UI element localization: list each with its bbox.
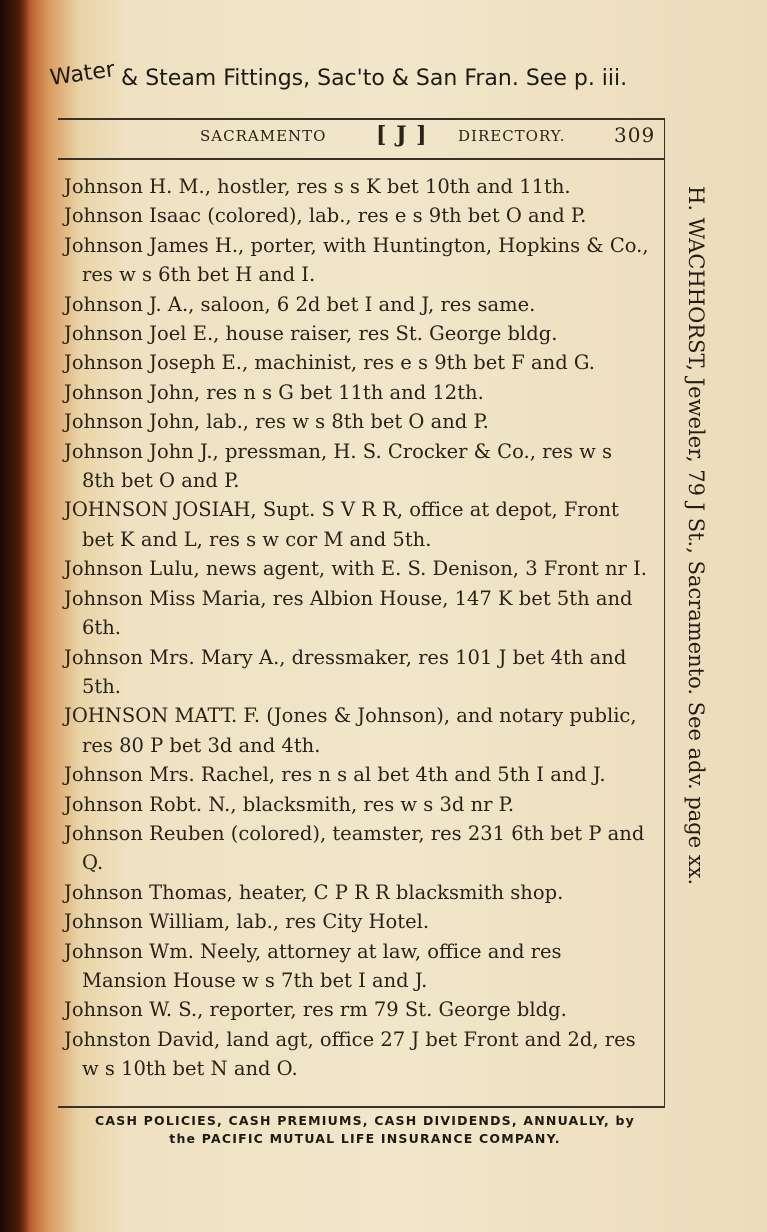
top-advertisement-header (48, 57, 692, 112)
bottom-rule (58, 1106, 664, 1108)
running-head-city: SACRAMENTO (200, 127, 327, 145)
footer-advertisement (60, 1112, 670, 1148)
list-item: JOHNSON MATT. F. (Jones & Johnson), and notary public, res 80 P bet 3d and 4th. (64, 704, 637, 757)
list-item: Johnson John, res n s G bet 11th and 12th. (64, 380, 484, 404)
directory-entries (64, 172, 650, 1084)
list-item: Johnson Wm. Neely, attorney at law, office and res Mansion House w s 7th bet I and J. (64, 939, 562, 992)
running-head-letter: [ J ] (376, 122, 428, 148)
list-item: Johnson Joel E., house raiser, res St. George bldg. (64, 322, 558, 346)
running-head (58, 118, 662, 154)
top-header-first-word: Water (48, 57, 117, 91)
book-spine-shadow (0, 0, 30, 1232)
list-item: Johnston David, land agt, office 27 J bet Front and 2d, res w s 10th bet N and O. (64, 1027, 636, 1081)
list-item: Johnson John J., pressman, H. S. Crocker & Co., res w s 8th bet O and P. (64, 439, 613, 493)
page-number: 309 (614, 123, 656, 147)
list-item: Johnson Isaac (colored), lab., res e s 9th bet O and P. (64, 204, 587, 228)
list-item: Johnson William, lab., res City Hotel. (64, 910, 430, 934)
list-item: Johnson Miss Maria, res Albion House, 147 K bet 5th and 6th. (64, 586, 633, 640)
list-item: Johnson Mrs. Rachel, res n s al bet 4th and 5th I and J. (64, 763, 606, 787)
header-rule (58, 158, 664, 160)
list-item: Johnson Lulu, news agent, with E. S. Denison, 3 Front nr I. (64, 557, 647, 581)
list-item: Johnson J. A., saloon, 6 2d bet I and J, res same. (64, 292, 536, 316)
list-item: Johnson Robt. N., blacksmith, res w s 3d nr P. (64, 792, 515, 816)
list-item: Johnson H. M., hostler, res s s K bet 10th and 11th. (64, 175, 571, 198)
footer-line-1: CASH POLICIES, CASH PREMIUMS, CASH DIVIDENDS, ANNUALLY, by (95, 1113, 635, 1128)
list-item: Johnson John, lab., res w s 8th bet O and P. (64, 410, 489, 434)
footer-line-2: the PACIFIC MUTUAL LIFE INSURANCE COMPANY. (169, 1131, 561, 1146)
side-advertisement: H. WACHHORST, Jeweler, 79 J St., Sacramento. See adv. page xx. (684, 186, 708, 886)
running-head-title: DIRECTORY. (458, 127, 566, 145)
list-item: Johnson James H., porter, with Huntington, Hopkins & Co., res w s 6th bet H and I. (64, 233, 649, 287)
list-item: Johnson Thomas, heater, C P R R blacksmith shop. (64, 880, 564, 904)
list-item: Johnson Reuben (colored), teamster, res 231 6th bet P and Q. (64, 821, 645, 875)
list-item: Johnson W. S., reporter, res rm 79 St. George bldg. (64, 998, 567, 1022)
list-item: Johnson Mrs. Mary A., dressmaker, res 101 J bet 4th and 5th. (64, 645, 627, 698)
top-header-rest: & Steam Fittings, Sac'to & San Fran. See p. iii. (121, 66, 628, 91)
list-item: Johnson Joseph E., machinist, res e s 9th bet F and G. (64, 351, 595, 375)
list-item: JOHNSON JOSIAH, Supt. S V R R, office at depot, Front bet K and L, res s w cor M and 5th. (64, 498, 619, 551)
